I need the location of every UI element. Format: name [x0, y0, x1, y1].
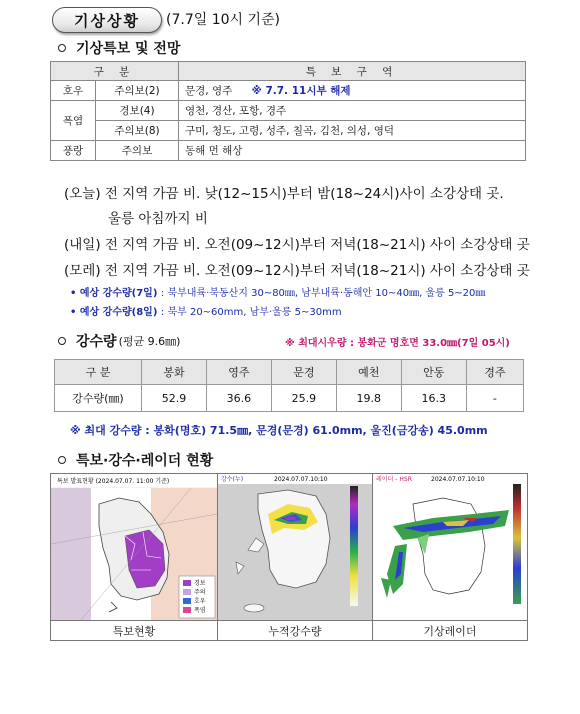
- header-title-badge: [52, 7, 162, 33]
- warn-areas: 문경, 영주: [185, 85, 233, 97]
- map-legend-label: 폭염: [194, 607, 206, 614]
- table-header-cell: 영주: [206, 360, 271, 385]
- table-header-cell: 구 분: [51, 62, 179, 81]
- map-caption-rainfall: 누적강수량: [218, 620, 373, 641]
- rainfall-map-image: [218, 474, 372, 620]
- header-title: 기상상황: [74, 11, 140, 30]
- warn-type: 호우: [51, 81, 96, 101]
- forecast-tomorrow: (내일) 전 지역 가끔 비. 오전(09~12시)부터 저녁(18~21시) 사이 소강상태 곳: [64, 237, 530, 253]
- warn-note: ※ 7.7. 11시부 해제: [251, 85, 351, 97]
- table-row: [51, 81, 526, 101]
- table-cell: 52.9: [142, 385, 207, 412]
- circle-bullet-icon: [58, 456, 66, 464]
- table-cell: 36.6: [206, 385, 271, 412]
- table-header-cell: 봉화: [142, 360, 207, 385]
- table-row: [51, 101, 526, 121]
- map-legend-label: 호우: [194, 598, 206, 605]
- radar-map-tag: 레이더 - HSR: [376, 476, 412, 483]
- section-rainfall-title: 강수량 (평균 9.6㎜): [58, 331, 180, 351]
- warning-map: [51, 474, 218, 620]
- table-row: [51, 121, 526, 141]
- radar-map: [373, 474, 527, 620]
- rainfall-map-tag: 강수(누): [221, 476, 244, 483]
- table-cell: 16.3: [401, 385, 466, 412]
- section-maps-title: 특보·강수·레이더 현황: [58, 450, 213, 470]
- circle-bullet-icon: [58, 337, 66, 345]
- warn-areas-cell: [179, 81, 526, 101]
- table-header-cell: 경주: [466, 360, 523, 385]
- map-panel-frame: [50, 473, 528, 641]
- section-warnings-title: 기상특보 및 전망: [58, 38, 180, 58]
- table-header-cell: 안동: [401, 360, 466, 385]
- table-cell: 강수량(㎜): [55, 385, 142, 412]
- map-caption-radar: 기상레이더: [373, 620, 527, 641]
- map-caption-warnings: 특보현황: [51, 620, 218, 641]
- warn-areas: 동해 먼 해상: [179, 141, 526, 161]
- table-header-cell: 구 분: [55, 360, 142, 385]
- warn-level: 주의보: [96, 141, 179, 161]
- warn-level: 경보(4): [96, 101, 179, 121]
- warn-type: 폭염: [51, 101, 96, 141]
- table-cell: -: [466, 385, 523, 412]
- radar-map-stamp: 2024.07.07.10:10: [431, 476, 485, 483]
- map-legend-label: 주의: [194, 589, 206, 596]
- expected-rain-value: : 북부내륙·북동산지 30~80㎜, 남부내륙·동해안 10~40㎜, 울릉 5~20㎜: [160, 288, 486, 299]
- warning-table: [50, 61, 526, 161]
- table-row: [55, 385, 524, 412]
- forecast-today: (오늘) 전 지역 가끔 비. 낮(12~15시)부터 밤(18~24시)사이 소강상태 곳.: [64, 186, 504, 202]
- rainfall-map: [218, 474, 373, 620]
- expected-rain-day8: [70, 303, 342, 318]
- table-row: [51, 141, 526, 161]
- table-cell: 25.9: [271, 385, 336, 412]
- forecast-today-continued: 울릉 아침까지 비: [108, 211, 208, 227]
- expected-rain-label: • 예상 강수량(7일): [70, 288, 158, 299]
- table-header-cell: 문경: [271, 360, 336, 385]
- warn-level: 주의보(8): [96, 121, 179, 141]
- forecast-day-after: (모레) 전 지역 가끔 비. 오전(09~12시)부터 저녁(18~21시) 사이 소강상태 곳: [64, 263, 530, 279]
- expected-rain-value: : 북부 20~60mm, 남부·울릉 5~30mm: [160, 307, 342, 318]
- warn-level: 주의보(2): [96, 81, 179, 101]
- table-header-cell: 특 보 구 역: [179, 62, 526, 81]
- radar-map-image: [373, 474, 527, 620]
- header-basis-time: (7.7일 10시 기준): [166, 12, 280, 28]
- max-hourly-rain: ※ 최대시우량 : 봉화군 명호면 33.0㎜(7일 05시): [285, 338, 510, 349]
- max-rainfall-note: ※ 최대 강수량 : 봉화(명호) 71.5㎜, 문경(문경) 61.0mm, 울진(금강송) 45.0mm: [70, 424, 488, 437]
- expected-rain-day7: [70, 284, 485, 299]
- rainfall-average: (평균 9.6㎜): [118, 335, 181, 348]
- rainfall-table: [54, 359, 524, 412]
- table-header-row: [55, 360, 524, 385]
- table-header-cell: 예천: [336, 360, 401, 385]
- warning-map-stamp: 특보 발표현황 (2024.07.07. 11:00 기준): [57, 478, 170, 485]
- table-header-row: [51, 62, 526, 81]
- table-cell: 19.8: [336, 385, 401, 412]
- warn-areas: 영천, 경산, 포항, 경주: [179, 101, 526, 121]
- map-legend-label: 경보: [194, 580, 206, 587]
- warning-map-image: [51, 474, 217, 620]
- circle-bullet-icon: [58, 44, 66, 52]
- warn-type: 풍랑: [51, 141, 96, 161]
- expected-rain-label: • 예상 강수량(8일): [70, 307, 158, 318]
- rainfall-map-stamp: 2024.07.07.10:10: [274, 476, 328, 483]
- warn-areas: 구미, 청도, 고령, 성주, 칠곡, 김천, 의성, 영덕: [179, 121, 526, 141]
